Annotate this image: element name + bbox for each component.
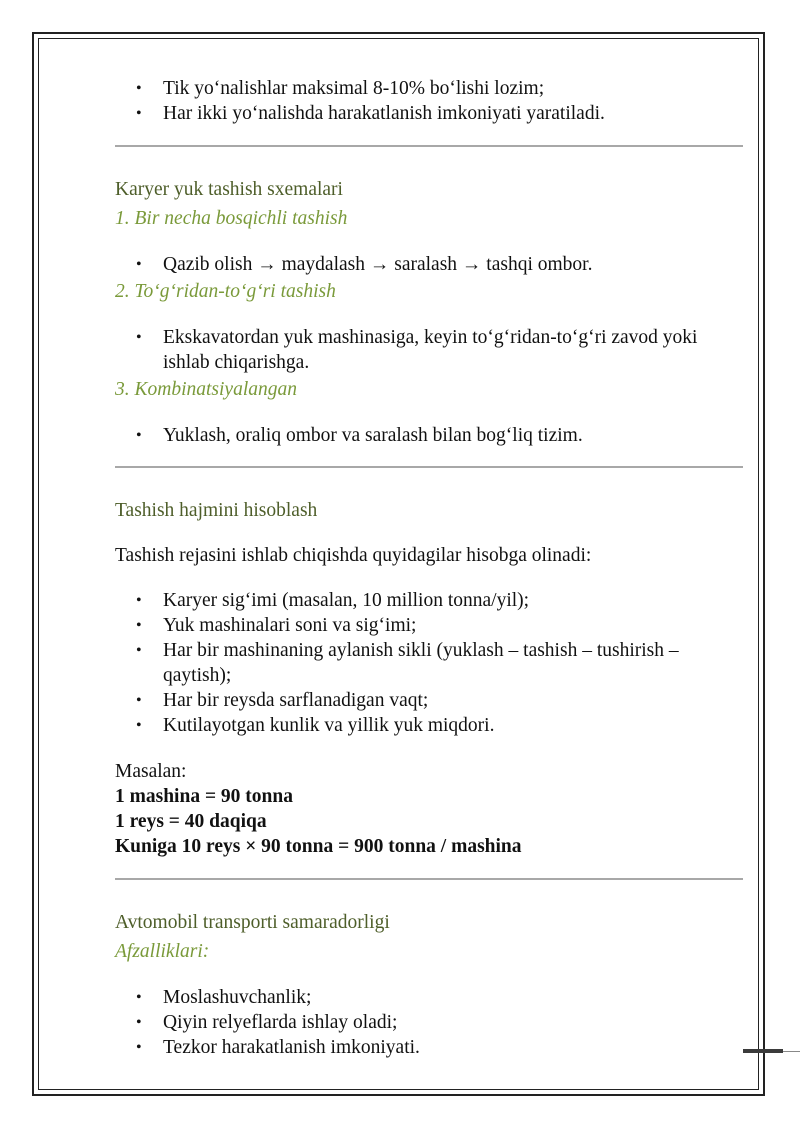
top-bullet-list (115, 76, 743, 126)
section-title-efficiency: Avtomobil transporti samaradorligi (115, 912, 390, 933)
scheme-2-title: 2. To‘g‘ridan-to‘g‘ri tashish (115, 281, 336, 302)
list-item: • Qazib olish → maydalash → saralash → tashqi ombor. (115, 252, 743, 277)
page-corner-line (783, 1051, 800, 1052)
example-line: 1 reys = 40 daqiqa (115, 811, 267, 832)
list-item: • Tik yo‘nalishlar maksimal 8-10% bo‘lishi lozim; (115, 76, 743, 101)
list-item: • Ekskavatordan yuk mashinasiga, keyin to‘g‘ridan-to‘g‘ri zavod yoki ishlab chiqarishga. (115, 325, 743, 375)
scheme-3-title: 3. Kombinatsiyalangan (115, 379, 298, 400)
section-title-schemes: Karyer yuk tashish sxemalari (115, 179, 343, 200)
list-item: • Har ikki yo‘nalishda harakatlanish imkoniyati yaratiladi. (115, 101, 743, 126)
list-item: • Karyer sig‘imi (masalan, 10 million tonna/yil); (115, 588, 743, 613)
list-item: • Moslashuvchanlik; (115, 985, 743, 1010)
advantages-list (115, 985, 743, 1060)
example-label: Masalan: (115, 761, 187, 782)
section-title-volume: Tashish hajmini hisoblash (115, 500, 318, 521)
volume-bullet-list (115, 588, 743, 738)
scheme-1-list (115, 252, 743, 277)
example-line: 1 mashina = 90 tonna (115, 786, 293, 807)
document-body (115, 76, 743, 1060)
volume-intro: Tashish rejasini ishlab chiqishda quyidagilar hisobga olinadi: (115, 545, 592, 566)
list-item: • Yuklash, oraliq ombor va saralash bilan bog‘liq tizim. (115, 423, 743, 448)
page-corner-mark (743, 1049, 783, 1053)
horizontal-rule (115, 878, 743, 880)
list-item: • Har bir mashinaning aylanish sikli (yuklash – tashish – tushirish – qaytish); (115, 638, 743, 688)
advantages-title: Afzalliklari: (115, 941, 210, 962)
horizontal-rule (115, 466, 743, 468)
scheme-1-title: 1. Bir necha bosqichli tashish (115, 208, 348, 229)
list-item: • Kutilayotgan kunlik va yillik yuk miqdori. (115, 713, 743, 738)
horizontal-rule (115, 145, 743, 147)
scheme-2-list (115, 325, 743, 375)
list-item: • Yuk mashinalari soni va sig‘imi; (115, 613, 743, 638)
scheme-3-list (115, 423, 743, 448)
list-item: • Qiyin relyeflarda ishlay oladi; (115, 1010, 743, 1035)
list-item: • Har bir reysda sarflanadigan vaqt; (115, 688, 743, 713)
list-item: • Tezkor harakatlanish imkoniyati. (115, 1035, 743, 1060)
example-line: Kuniga 10 reys × 90 tonna = 900 tonna / mashina (115, 836, 522, 857)
